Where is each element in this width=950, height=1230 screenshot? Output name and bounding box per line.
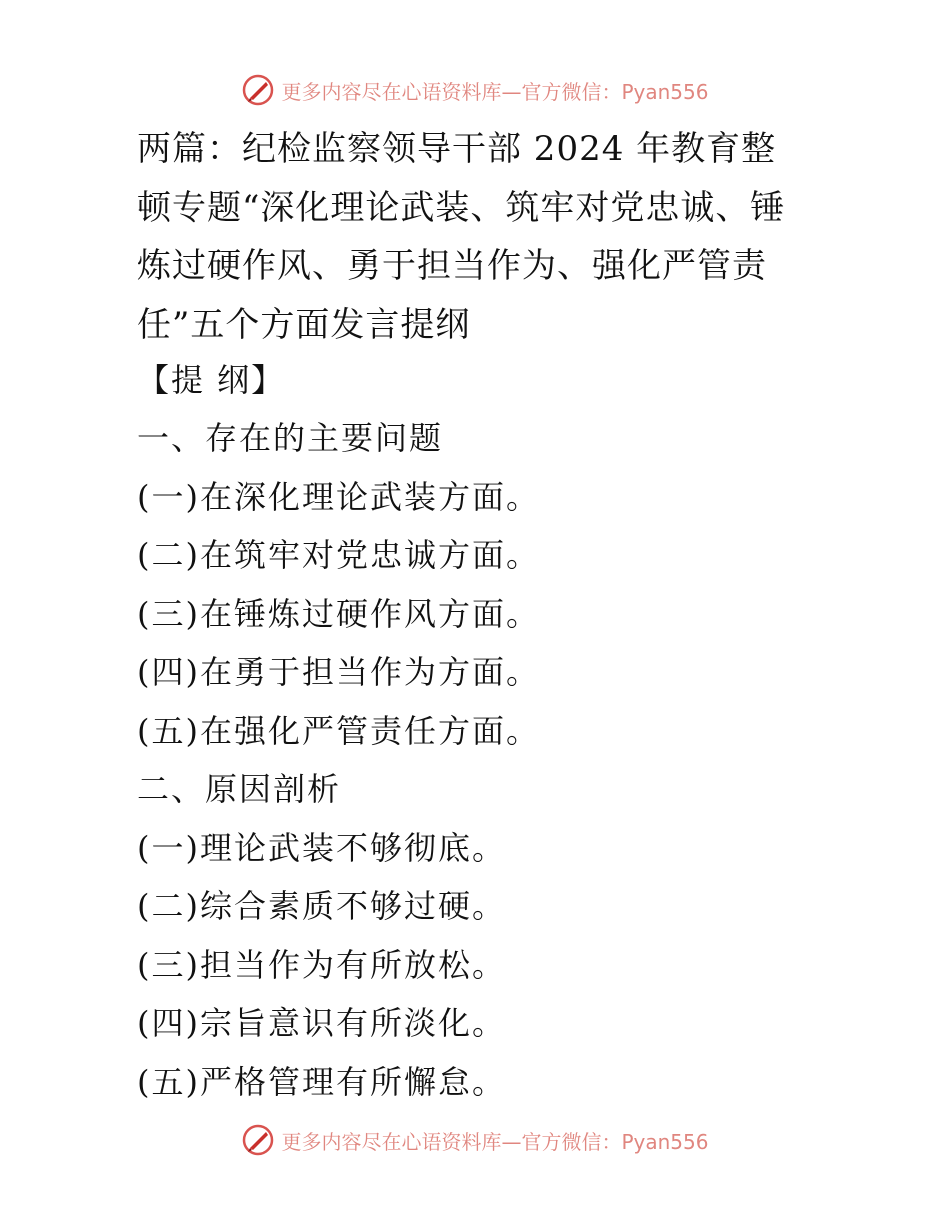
banner-text: 更多内容尽在心语资料库—官方微信：Pyan556 — [281, 1129, 709, 1154]
section-heading: 二、原因剖析 — [137, 770, 342, 808]
outline-label: 【提 纲】 — [137, 361, 286, 399]
list-item: (一)理论武装不够彻底。 — [137, 829, 506, 867]
header-banner — [0, 70, 950, 110]
document-title: 两篇：纪检监察领导干部 2024 年教育整顿专题“深化理论武装、筑牢对党忠诚、锤炼过硬作风、勇于担当作为、强化严管责任”五个方面发言提纲 — [137, 129, 786, 345]
footer-banner — [0, 1120, 950, 1160]
list-item: (三)在锤炼过硬作风方面。 — [137, 595, 540, 633]
quill-pen-logo-icon — [241, 1123, 275, 1157]
banner-text: 更多内容尽在心语资料库—官方微信：Pyan556 — [281, 79, 709, 104]
section-heading: 一、存在的主要问题 — [137, 419, 444, 457]
list-item: (一)在深化理论武装方面。 — [137, 478, 540, 516]
list-item: (二)综合素质不够过硬。 — [137, 887, 506, 925]
list-item: (五)严格管理有所懈怠。 — [137, 1063, 506, 1101]
list-item: (三)担当作为有所放松。 — [137, 946, 506, 984]
list-item: (四)宗旨意识有所淡化。 — [137, 1004, 506, 1042]
list-item: (四)在勇于担当作为方面。 — [137, 653, 540, 691]
quill-pen-logo-icon — [241, 73, 275, 107]
list-item: (二)在筑牢对党忠诚方面。 — [137, 536, 540, 574]
list-item: (五)在强化严管责任方面。 — [137, 712, 540, 750]
